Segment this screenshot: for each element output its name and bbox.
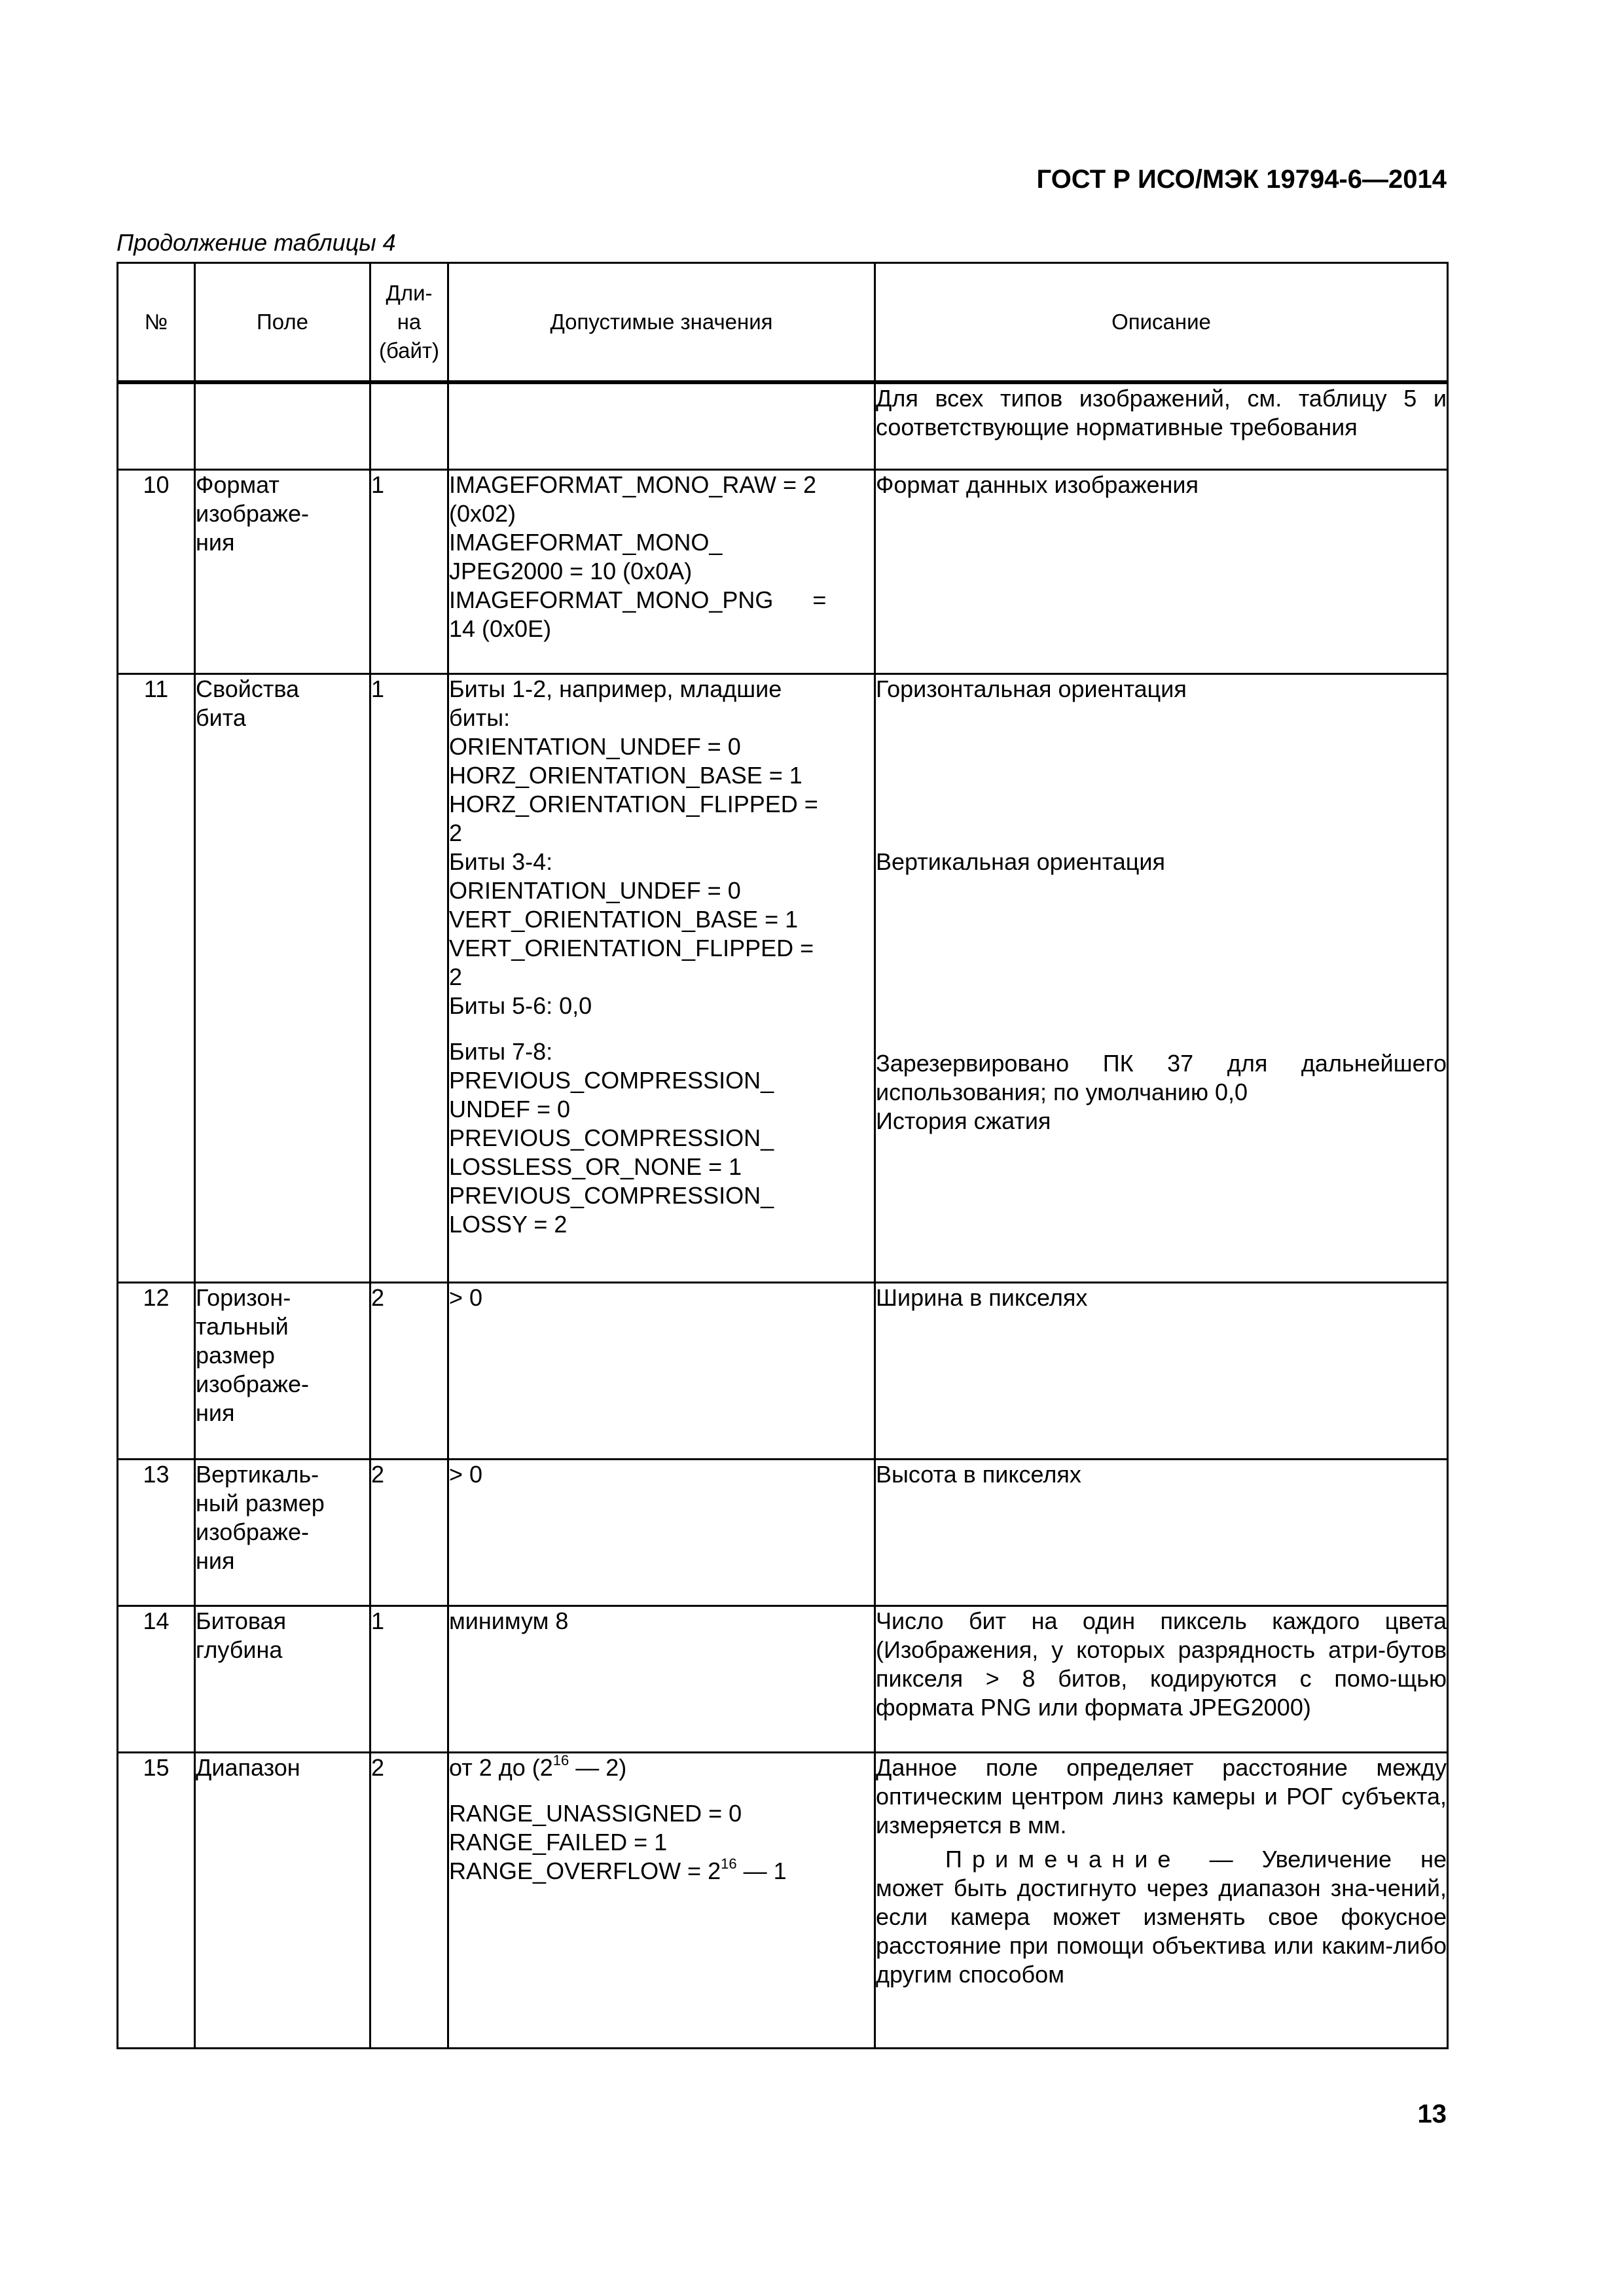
table-row bbox=[118, 1460, 1448, 1606]
table-row bbox=[118, 470, 1448, 674]
range-expression: от 2 до ($2^{16}$ — 2) bbox=[449, 1752, 627, 1781]
value-line: Биты 3-4: bbox=[449, 848, 553, 875]
value-line: ORIENTATION_UNDEF = 0 bbox=[449, 733, 741, 760]
value-line: биты: bbox=[449, 704, 511, 731]
value-line: ORIENTATION_UNDEF = 0 bbox=[449, 877, 741, 904]
note-text: — Увеличение не может быть достигнуто через диапазон зна-чений, если камера может изменять свое фокусное расстояние при помощи объектива или каким-либо другим способом bbox=[876, 1846, 1447, 1988]
field-description: Ширина в пикселях bbox=[875, 1283, 1448, 1460]
value-line: 2 bbox=[449, 819, 463, 846]
value-line: PREVIOUS_COMPRESSION_ bbox=[449, 1182, 774, 1209]
col-header-num: № bbox=[118, 263, 195, 382]
value-line: RANGE_FAILED = 1 bbox=[449, 1829, 668, 1856]
field-length: 2 bbox=[370, 1460, 448, 1606]
desc-reserved: Зарезервировано ПК 37 для дальнейшего использования; по умолчанию 0,0 bbox=[876, 1050, 1447, 1105]
value-line: IMAGEFORMAT_MONO_PNG = bbox=[449, 586, 827, 613]
table-row bbox=[118, 382, 1448, 470]
range-description: Данное поле определяет расстояние между оптическим центром линз камеры и РОГ субъекта, измеряется в мм. bbox=[876, 1754, 1447, 1839]
field-name: Вертикаль- ный размер изображе- ния bbox=[195, 1460, 370, 1606]
field-description: Формат данных изображения bbox=[875, 470, 1448, 674]
value-line bbox=[449, 1020, 874, 1037]
value-line: (0x02) bbox=[449, 500, 516, 527]
col-header-values: Допустимые значения bbox=[448, 263, 875, 382]
value-line: Биты 1-2, например, младшие bbox=[449, 675, 782, 702]
row-number: 15 bbox=[118, 1753, 195, 2049]
value-line: IMAGEFORMAT_MONO_ bbox=[449, 529, 723, 556]
table-caption: Продолжение таблицы 4 bbox=[117, 229, 396, 256]
desc-vertical: Вертикальная ориентация bbox=[876, 848, 1165, 875]
field-name: Битовая глубина bbox=[195, 1606, 370, 1753]
value-line: PREVIOUS_COMPRESSION_ bbox=[449, 1067, 774, 1094]
field-name: Формат изображе- ния bbox=[195, 470, 370, 674]
field-length: 1 bbox=[370, 674, 448, 1283]
allowed-values: > 0 bbox=[448, 1460, 875, 1606]
table-row bbox=[118, 1606, 1448, 1753]
field-name: Свойства бита bbox=[195, 674, 370, 1283]
value-line: UNDEF = 0 bbox=[449, 1096, 571, 1122]
field-name: Диапазон bbox=[195, 1753, 370, 2049]
field-length: 1 bbox=[370, 470, 448, 674]
range-note bbox=[876, 1845, 1447, 1989]
allowed-values bbox=[448, 470, 875, 674]
field-description bbox=[875, 1753, 1448, 2049]
desc-history: История сжатия bbox=[876, 1107, 1051, 1134]
value-line: 14 (0x0E) bbox=[449, 615, 552, 642]
continuation-description: Для всех типов изображений, см. таблицу 5 и соответствующие нормативные требования bbox=[876, 384, 1447, 440]
value-line bbox=[449, 1782, 874, 1799]
row-number: 11 bbox=[118, 674, 195, 1283]
field-description bbox=[875, 674, 1448, 1283]
field-length: 1 bbox=[370, 1606, 448, 1753]
col-header-length: Дли- на (байт) bbox=[370, 263, 448, 382]
value-line: JPEG2000 = 10 (0x0A) bbox=[449, 558, 693, 584]
table-row bbox=[118, 674, 1448, 1283]
value-line: HORZ_ORIENTATION_BASE = 1 bbox=[449, 762, 803, 789]
field-name: Горизон- тальный размер изображе- ния bbox=[195, 1283, 370, 1460]
value-line: VERT_ORIENTATION_FLIPPED = bbox=[449, 935, 814, 961]
allowed-values: минимум 8 bbox=[448, 1606, 875, 1753]
row-number: 14 bbox=[118, 1606, 195, 1753]
document-header: ГОСТ Р ИСО/МЭК 19794-6—2014 bbox=[1036, 165, 1447, 194]
table-header-row bbox=[118, 263, 1448, 382]
value-line: IMAGEFORMAT_MONO_RAW = 2 bbox=[449, 471, 817, 498]
value-line: HORZ_ORIENTATION_FLIPPED = bbox=[449, 791, 818, 817]
fields-table bbox=[117, 262, 1449, 2049]
allowed-values bbox=[448, 674, 875, 1283]
note-label: Примечание bbox=[945, 1846, 1181, 1873]
field-description: Высота в пикселях bbox=[875, 1460, 1448, 1606]
col-header-description: Описание bbox=[875, 263, 1448, 382]
col-header-field: Поле bbox=[195, 263, 370, 382]
row-number: 10 bbox=[118, 470, 195, 674]
value-line: PREVIOUS_COMPRESSION_ bbox=[449, 1124, 774, 1151]
allowed-values bbox=[448, 1753, 875, 2049]
row-number: 12 bbox=[118, 1283, 195, 1460]
table-row bbox=[118, 1283, 1448, 1460]
field-length: 2 bbox=[370, 1753, 448, 2049]
field-length: 2 bbox=[370, 1283, 448, 1460]
desc-horizontal: Горизонтальная ориентация bbox=[876, 675, 1187, 702]
row-number: 13 bbox=[118, 1460, 195, 1606]
field-description: Число бит на один пиксель каждого цвета (Изображения, у которых разрядность атри-бутов пикселя > 8 битов, кодируются с помо-щью формата PNG или формата JPEG2000) bbox=[876, 1607, 1447, 1721]
value-line: Биты 5-6: 0,0 bbox=[449, 992, 592, 1019]
table-row bbox=[118, 1753, 1448, 2049]
page-number: 13 bbox=[1417, 2100, 1447, 2128]
value-line: 2 bbox=[449, 963, 463, 990]
value-line: LOSSY = 2 bbox=[449, 1211, 568, 1238]
value-line: LOSSLESS_OR_NONE = 1 bbox=[449, 1153, 742, 1180]
range-overflow: RANGE_OVERFLOW = $2^{16}$ — 1 bbox=[449, 1856, 787, 1884]
value-line: Биты 7-8: bbox=[449, 1038, 553, 1065]
value-line: VERT_ORIENTATION_BASE = 1 bbox=[449, 906, 799, 933]
value-line: RANGE_UNASSIGNED = 0 bbox=[449, 1800, 742, 1827]
allowed-values: > 0 bbox=[448, 1283, 875, 1460]
